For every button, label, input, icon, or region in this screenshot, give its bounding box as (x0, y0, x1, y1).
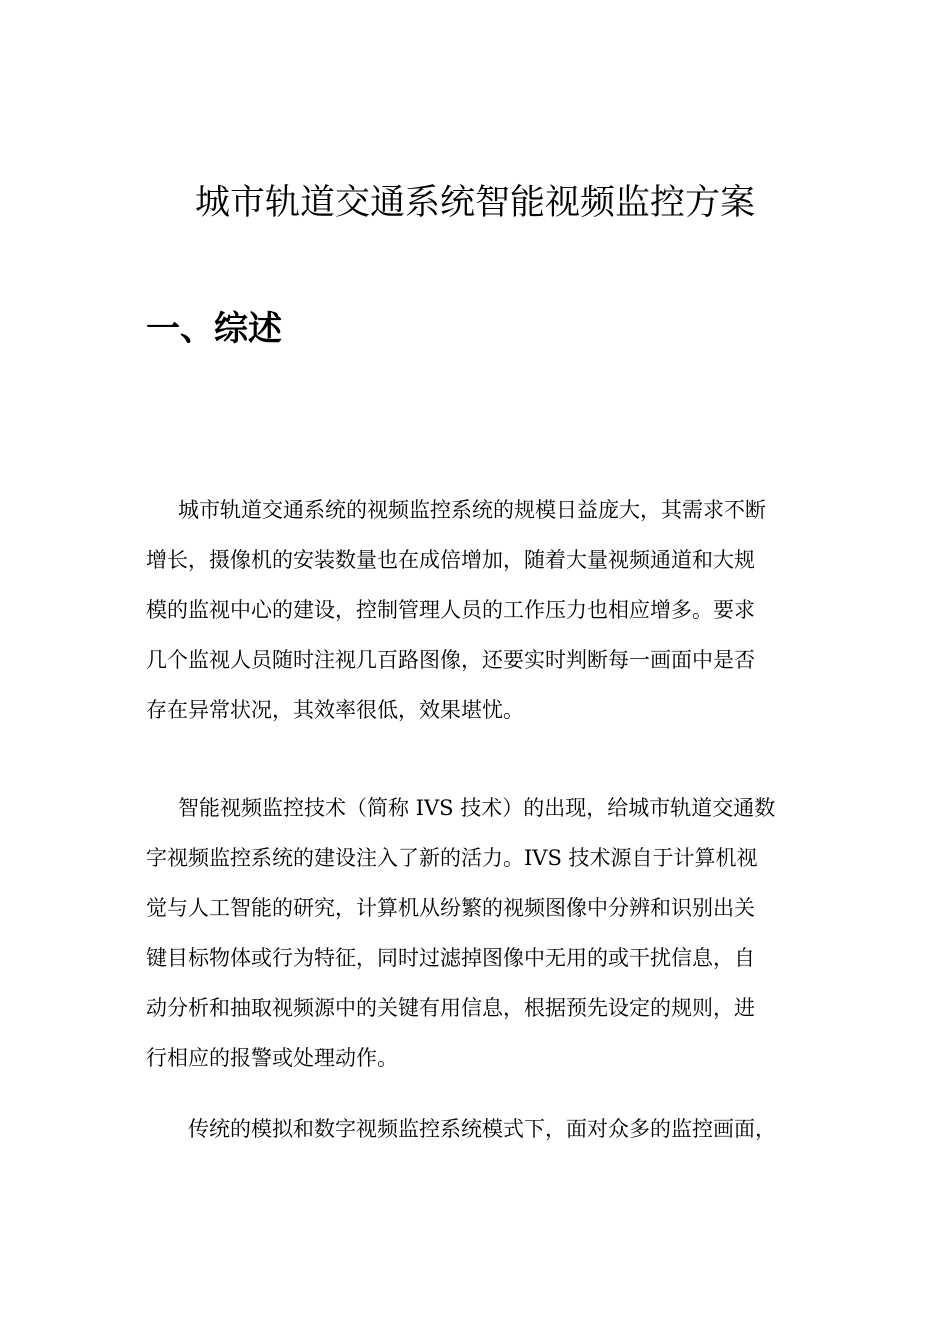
paragraph-line: 城市轨道交通系统的视频监控系统的规模日益庞大，其需求不断 (178, 498, 766, 522)
paragraph-3 (146, 1112, 806, 1146)
paragraph-line: 存在异常状况，其效率很低，效果堪忧。 (146, 698, 524, 722)
paragraph-line: 觉与人工智能的研究，计算机从纷繁的视频图像中分辨和识别出关 (146, 896, 755, 920)
paragraph-line: 智能视频监控技术（简称 IVS 技术）的出现，给城市轨道交通数 (178, 796, 776, 820)
paragraph-line: 增长，摄像机的安装数量也在成倍增加，随着大量视频通道和大规 (146, 548, 755, 572)
paragraph-line: 模的监视中心的建设，控制管理人员的工作压力也相应增多。要求 (146, 598, 755, 622)
paragraph-2 (146, 791, 806, 1091)
paragraph-line: 字视频监控系统的建设注入了新的活力。IVS 技术源自于计算机视 (146, 846, 758, 870)
paragraph-line: 几个监视人员随时注视几百路图像，还要实时判断每一画面中是否 (146, 648, 755, 672)
paragraph-1 (146, 493, 806, 743)
document-title: 城市轨道交通系统智能视频监控方案 (194, 183, 755, 223)
paragraph-line: 动分析和抽取视频源中的关键有用信息，根据预先设定的规则，进 (146, 996, 755, 1020)
paragraph-line: 键目标物体或行为特征，同时过滤掉图像中无用的或干扰信息，自 (146, 946, 755, 970)
section-heading: 一、综述 (146, 309, 282, 349)
paragraph-line: 行相应的报警或处理动作。 (146, 1046, 398, 1070)
paragraph-line: 传统的模拟和数字视频监控系统模式下，面对众多的监控画面， (188, 1117, 776, 1141)
